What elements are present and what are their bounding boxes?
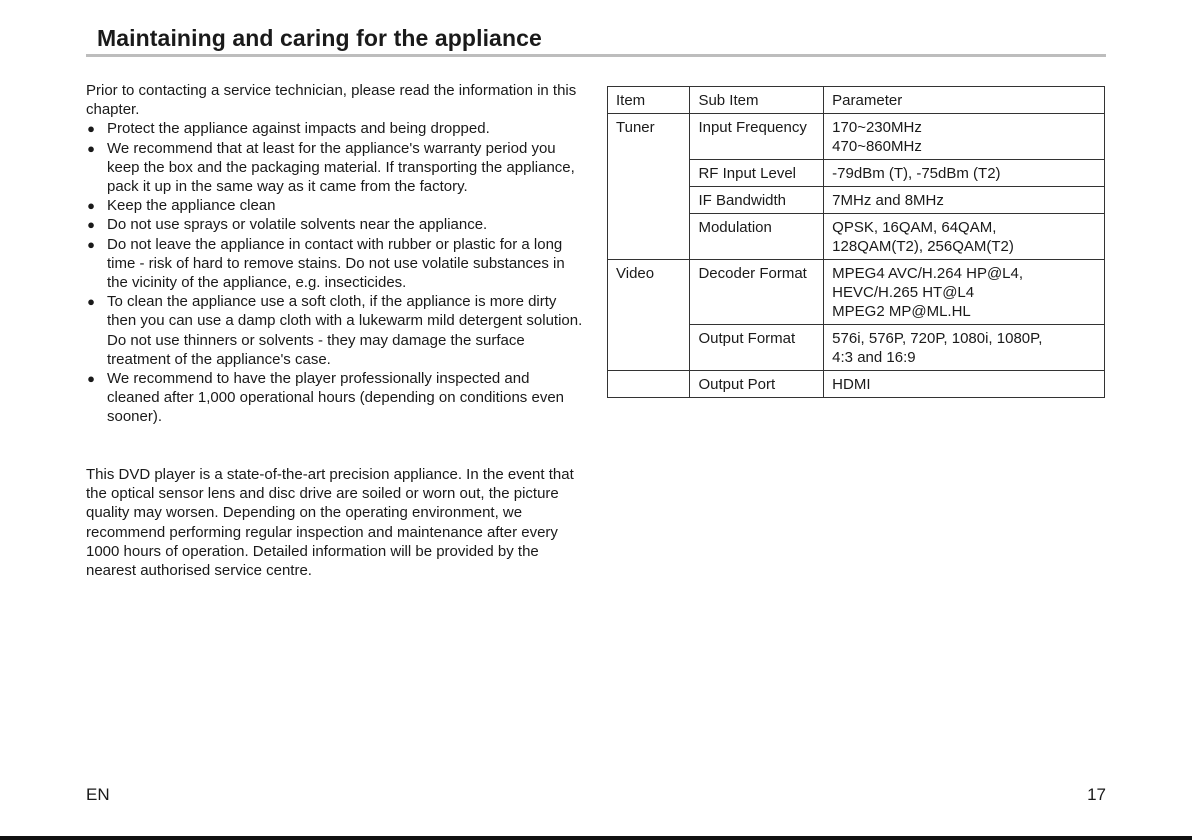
sub-item-cell: RF Input Level bbox=[690, 160, 824, 187]
sub-item-cell: Output Port bbox=[690, 371, 824, 398]
item-cell-empty bbox=[608, 325, 690, 371]
sub-item-cell: Decoder Format bbox=[690, 260, 824, 325]
header-parameter: Parameter bbox=[824, 87, 1105, 114]
parameter-line: 576i, 576P, 720P, 1080i, 1080P, bbox=[832, 330, 1043, 347]
sub-item-cell: Output Format bbox=[690, 325, 824, 371]
page-number: 17 bbox=[1087, 785, 1106, 804]
care-bullet bbox=[86, 292, 586, 369]
care-bullet-text: Do not use sprays or volatile solvents near the appliance. bbox=[107, 216, 488, 234]
table-header-row bbox=[608, 87, 1105, 114]
care-bullet-list bbox=[86, 119, 586, 426]
care-bullet-text: Keep the appliance clean bbox=[107, 197, 276, 215]
item-cell-empty bbox=[608, 160, 690, 187]
care-bullet bbox=[86, 215, 586, 234]
table-row bbox=[608, 214, 1105, 260]
header-sub-item: Sub Item bbox=[690, 87, 824, 114]
parameter-line: 7MHz and 8MHz bbox=[832, 192, 944, 209]
parameter-line: 4:3 and 16:9 bbox=[832, 349, 916, 366]
care-bullet-text: We recommend to have the player professionally inspected and cleaned after 1,000 operational hours (depending on conditions even sooner). bbox=[107, 370, 565, 426]
parameter-cell bbox=[824, 187, 1105, 214]
table-row bbox=[608, 260, 1105, 325]
parameter-line: MPEG2 MP@ML.HL bbox=[832, 303, 971, 320]
table-row bbox=[608, 114, 1105, 160]
care-bullet-text: To clean the appliance use a soft cloth, if the appliance is more dirty then you can use a damp cloth with a lukewarm mild detergent solution. Do not use thinners or solvents - they may damage the surface treatment of the appliance's case. bbox=[107, 293, 583, 368]
parameter-cell bbox=[824, 214, 1105, 260]
maintenance-paragraph: This DVD player is a state-of-the-art precision appliance. In the event that the optical sensor lens and disc drive are soiled or worn out, the picture quality may worsen. Depending on the operating environment, we recommend performing regular inspection and maintenance after every 1000 hours of operation. Detailed information will be provided by the nearest authorised service centre. bbox=[86, 466, 574, 580]
bullet-dot-icon: ● bbox=[87, 121, 95, 137]
care-bullet bbox=[86, 119, 586, 138]
page-title: Maintaining and caring for the appliance bbox=[97, 25, 542, 51]
intro-text: Prior to contacting a service technician, please read the information in this chapter. bbox=[86, 82, 577, 119]
item-cell-empty bbox=[608, 214, 690, 260]
parameter-line: 128QAM(T2), 256QAM(T2) bbox=[832, 238, 1014, 255]
item-cell-empty bbox=[608, 371, 690, 398]
parameter-line: HEVC/H.265 HT@L4 bbox=[832, 284, 975, 301]
spec-table bbox=[607, 86, 1105, 398]
parameter-cell bbox=[824, 260, 1105, 325]
care-bullet bbox=[86, 369, 586, 427]
parameter-line: -79dBm (T), -75dBm (T2) bbox=[832, 165, 1001, 182]
parameter-cell bbox=[824, 114, 1105, 160]
care-bullet-text: We recommend that at least for the appliance's warranty period you keep the box and the packaging material. If transporting the appliance, pack it up in the same way as it came from the factory. bbox=[107, 139, 575, 196]
parameter-cell bbox=[824, 325, 1105, 371]
item-cell-empty bbox=[608, 187, 690, 214]
footer-language: EN bbox=[86, 785, 110, 804]
care-bullet bbox=[86, 235, 586, 293]
care-bullet-text: Protect the appliance against impacts and being dropped. bbox=[107, 120, 490, 138]
parameter-cell bbox=[824, 160, 1105, 187]
title-underline bbox=[86, 54, 1106, 57]
table-row bbox=[608, 325, 1105, 371]
sub-item-cell: IF Bandwidth bbox=[690, 187, 824, 214]
parameter-line: MPEG4 AVC/H.264 HP@L4, bbox=[832, 265, 1024, 282]
parameter-line: QPSK, 16QAM, 64QAM, bbox=[832, 219, 997, 236]
bullet-dot-icon: ● bbox=[87, 294, 95, 310]
care-instructions bbox=[86, 81, 586, 427]
item-cell-tuner: Tuner bbox=[608, 114, 690, 160]
bullet-dot-icon: ● bbox=[87, 198, 95, 214]
sub-item-cell: Modulation bbox=[690, 214, 824, 260]
care-bullet bbox=[86, 196, 586, 215]
bullet-dot-icon: ● bbox=[87, 236, 95, 252]
sub-item-cell: Input Frequency bbox=[690, 114, 824, 160]
parameter-line: HDMI bbox=[832, 376, 871, 393]
item-cell-video: Video bbox=[608, 260, 690, 325]
bottom-border bbox=[0, 836, 1192, 840]
bullet-dot-icon: ● bbox=[87, 371, 95, 387]
bullet-dot-icon: ● bbox=[87, 140, 95, 156]
table-row bbox=[608, 187, 1105, 214]
table-row bbox=[608, 160, 1105, 187]
parameter-line: 170~230MHz bbox=[832, 119, 922, 136]
header-item: Item bbox=[608, 87, 690, 114]
care-bullet bbox=[86, 139, 586, 197]
table-row bbox=[608, 371, 1105, 398]
parameter-cell bbox=[824, 371, 1105, 398]
bullet-dot-icon: ● bbox=[87, 217, 95, 233]
parameter-line: 470~860MHz bbox=[832, 138, 922, 155]
care-bullet-text: Do not leave the appliance in contact with rubber or plastic for a long time - risk of hard to remove stains. Do not use volatile substances in the vicinity of the appliance, e.g. insecticides. bbox=[107, 235, 565, 292]
